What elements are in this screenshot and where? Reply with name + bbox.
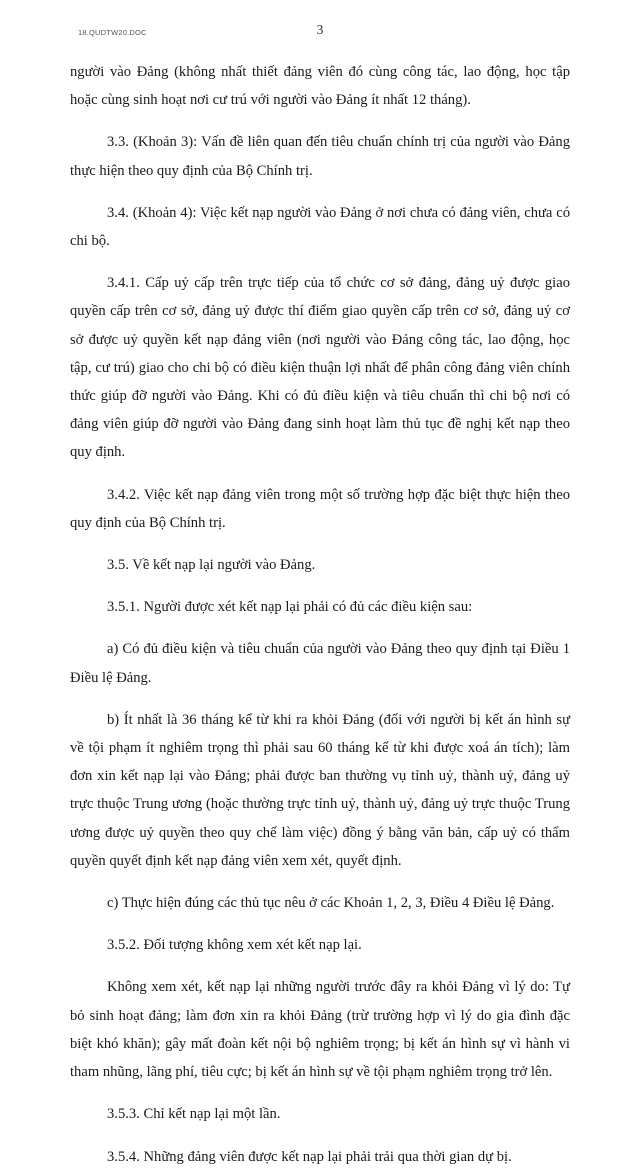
paragraph-section-3-5-4: 3.5.4. Những đảng viên được kết nạp lại phải trải qua thời gian dự bị. — [107, 1148, 512, 1165]
paragraph-section-3-5-2-body: Không xem xét, kết nạp lại những người trước đây ra khỏi Đảng vì lý do: Tự bỏ sinh hoạt đảng; làm đơn xin ra khỏi Đảng (trừ trường hợp vì lý do gia đình đặc biệt khó khăn); gây mất đoàn kết nội bộ nghiêm trọng; bị kết án hình sự vì hành vi tham nhũng, lãng phí, tiêu cực; bị kết án hình sự về tội phạm nghiêm trọng trở lên. — [70, 979, 570, 1081]
paragraph-section-3-4: 3.4. (Khoản 4): Việc kết nạp người vào Đảng ở nơi chưa có đảng viên, chưa có chi bộ. — [70, 204, 570, 250]
paragraph-continuation-3-2: người vào Đảng (không nhất thiết đảng viên đó cùng công tác, lao động, học tập hoặc cùng sinh hoạt nơi cư trú với người vào Đảng ít nhất 12 tháng). — [70, 64, 570, 109]
paragraph-section-3-5-3: 3.5.3. Chỉ kết nạp lại một lần. — [107, 1106, 281, 1123]
paragraph-item-c: c) Thực hiện đúng các thủ tục nêu ở các Khoản 1, 2, 3, Điều 4 Điều lệ Đảng. — [107, 895, 555, 912]
header-document-id: 18.QUDTW20.DOC — [78, 28, 147, 37]
paragraph-section-3-5-1: 3.5.1. Người được xét kết nạp lại phải có đủ các điều kiện sau: — [107, 599, 473, 616]
paragraph-section-3-4-2: 3.4.2. Việc kết nạp đảng viên trong một số trường hợp đặc biệt thực hiện theo quy định của Bộ Chính trị. — [70, 486, 570, 531]
paragraph-section-3-3: 3.3. (Khoản 3): Vấn đề liên quan đến tiêu chuẩn chính trị của người vào Đảng thực hiện theo quy định của Bộ Chính trị. — [70, 134, 570, 179]
document-body — [70, 58, 570, 1171]
page-header — [0, 22, 640, 50]
paragraph-section-3-5-2: 3.5.2. Đối tượng không xem xét kết nạp lại. — [107, 937, 362, 954]
page-number: 3 — [316, 22, 324, 37]
paragraph-section-3-4-1: 3.4.1. Cấp uỷ cấp trên trực tiếp của tổ chức cơ sở đảng, đảng uỷ được giao quyền cấp trên cơ sở, đảng uỷ được thí điểm giao quyền cấp trên cơ sở, đảng uỷ cơ sở được uỷ quyền kết nạp đảng viên (nơi người vào Đảng công tác, lao động, học tập, cư trú) giao cho chi bộ có điều kiện thuận lợi nhất để phân công đảng viên chính thức giúp đỡ người vào Đảng. Khi có đủ điều kiện và tiêu chuẩn thì chi bộ nơi có đảng viên giúp đỡ người vào Đảng đang sinh hoạt làm thủ tục đề nghị kết nạp theo quy định. — [70, 275, 570, 461]
paragraph-section-3-5: 3.5. Về kết nạp lại người vào Đảng. — [107, 557, 316, 574]
paragraph-item-a: a) Có đủ điều kiện và tiêu chuẩn của người vào Đảng theo quy định tại Điều 1 Điều lệ Đảng. — [70, 641, 570, 686]
paragraph-item-b: b) Ít nhất là 36 tháng kể từ khi ra khỏi Đảng (đối với người bị kết án hình sự về tội phạm ít nghiêm trọng thì phải sau 60 tháng kể từ khi được xoá án tích); làm đơn xin kết nạp lại vào Đảng; phải được ban thường vụ tỉnh uỷ, thành uỷ, đảng uỷ trực thuộc Trung ương (hoặc thường trực tỉnh uỷ, thành uỷ, đảng uỷ trực thuộc Trung ương được uỷ quyền theo quy chế làm việc) đồng ý bằng văn bản, cấp uỷ có thẩm quyền quyết định kết nạp đảng viên xem xét, quyết định. — [70, 711, 570, 869]
